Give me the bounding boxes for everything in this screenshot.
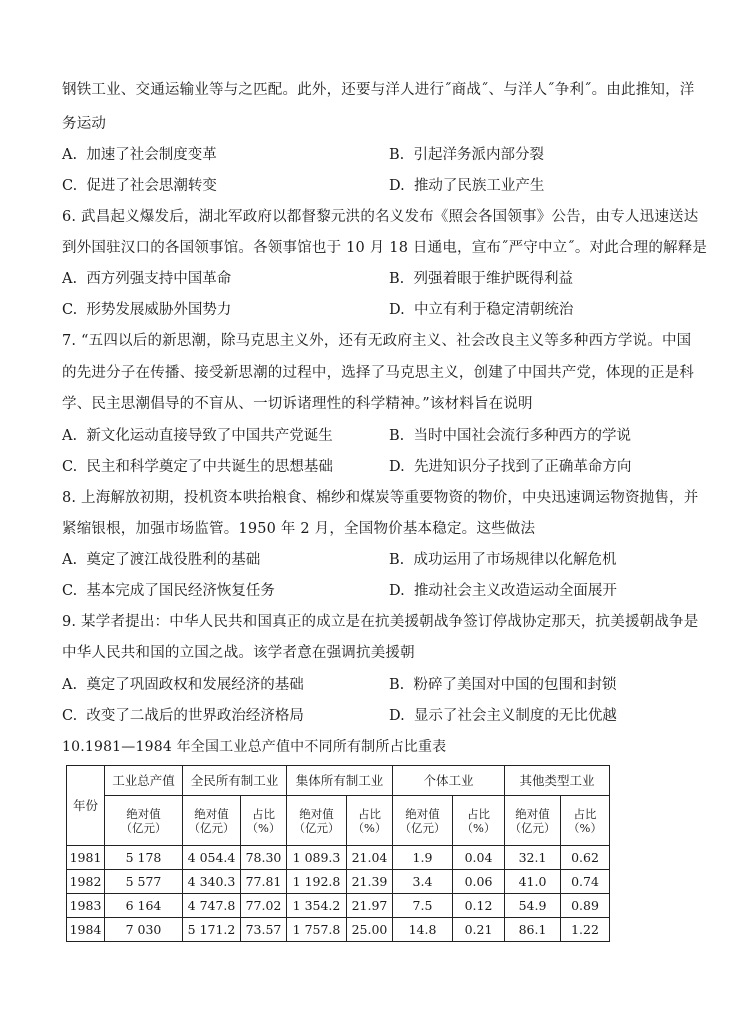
table-row [67, 870, 610, 894]
table-cell-ind-pct: 0.04 [453, 846, 505, 870]
q7-option-a[interactable]: A. 新文化运动直接导致了中国共产党诞生 [62, 428, 333, 444]
ownership-table [66, 765, 610, 942]
table-cell-oth-pct: 1.22 [561, 918, 610, 942]
table-cell-state-pct: 73.57 [241, 918, 287, 942]
q8-option-a[interactable]: A. 奠定了渡江战役胜利的基础 [62, 552, 261, 568]
table-cell-state-pct: 77.81 [241, 870, 287, 894]
table-cell-oth-abs: 41.0 [505, 870, 561, 894]
q10-title: 10.1981—1984 年全国工业总产值中不同所有制所占比重表 [62, 739, 447, 755]
q9-text-line1: 9. 某学者提出：中华人民共和国真正的成立是在抗美援朝战争签订停战协定那天，抗美援朝战争是 [62, 614, 699, 630]
table-cell-coll-pct: 25.00 [347, 918, 393, 942]
header-year: 年份 [67, 766, 105, 846]
q5-text-line2: 务运动 [62, 116, 107, 132]
table-cell-oth-pct: 0.89 [561, 894, 610, 918]
table-cell-oth-abs: 86.1 [505, 918, 561, 942]
q6-option-b[interactable]: B. 列强着眼于维护既得利益 [389, 271, 573, 287]
q6-text-line1: 6. 武昌起义爆发后，湖北军政府以都督黎元洪的名义发布《照会各国领事》公告，由专人迅速送达 [62, 209, 699, 225]
table-cell-coll-pct: 21.97 [347, 894, 393, 918]
table-cell-coll-abs: 1 354.2 [287, 894, 347, 918]
table-cell-coll-abs: 1 089.3 [287, 846, 347, 870]
q9-option-a[interactable]: A. 奠定了巩固政权和发展经济的基础 [62, 677, 304, 693]
header-collective: 集体所有制工业 [287, 766, 393, 796]
q7-text-line2: 的先进分子在传播、接受新思潮的过程中，选择了马克思主义，创建了中国共产党，体现的正是科 [62, 365, 695, 381]
q9-option-d[interactable]: D. 显示了社会主义制度的无比优越 [389, 708, 617, 724]
header-individual: 个体工业 [393, 766, 505, 796]
table-cell-state-pct: 77.02 [241, 894, 287, 918]
q8-option-b[interactable]: B. 成功运用了市场规律以化解危机 [389, 552, 617, 568]
table-cell-ind-pct: 0.21 [453, 918, 505, 942]
table-body [67, 846, 610, 942]
table-cell-coll-pct: 21.39 [347, 870, 393, 894]
q8-option-c[interactable]: C. 基本完成了国民经济恢复任务 [62, 583, 275, 599]
table-cell-ind-abs: 14.8 [393, 918, 453, 942]
header-total: 工业总产值 [105, 766, 183, 796]
table-cell-total: 5 577 [105, 870, 183, 894]
table-cell-ind-pct: 0.06 [453, 870, 505, 894]
table-cell-oth-pct: 0.74 [561, 870, 610, 894]
table-header-row-2 [67, 796, 610, 846]
table-row [67, 894, 610, 918]
table-cell-year: 1984 [67, 918, 105, 942]
q6-option-c[interactable]: C. 形势发展威胁外国势力 [62, 302, 232, 318]
table-cell-state-abs: 4 747.8 [183, 894, 241, 918]
table-cell-year: 1982 [67, 870, 105, 894]
table-cell-coll-abs: 1 192.8 [287, 870, 347, 894]
q6-option-a[interactable]: A. 西方列强支持中国革命 [62, 271, 232, 287]
subheader-abs: 绝对值 （亿元） [183, 796, 241, 846]
q5-option-d[interactable]: D. 推动了民族工业产生 [389, 178, 545, 194]
q8-option-d[interactable]: D. 推动社会主义改造运动全面展开 [389, 583, 617, 599]
q5-option-b[interactable]: B. 引起洋务派内部分裂 [389, 147, 544, 163]
table-cell-year: 1981 [67, 846, 105, 870]
table-header-row-1 [67, 766, 610, 796]
header-other: 其他类型工业 [505, 766, 610, 796]
table-cell-oth-abs: 32.1 [505, 846, 561, 870]
q7-option-d[interactable]: D. 先进知识分子找到了正确革命方向 [389, 459, 632, 475]
subheader-abs: 绝对值 （亿元） [505, 796, 561, 846]
subheader-abs: 绝对值 （亿元） [105, 796, 183, 846]
subheader-pct: 占比 （%） [561, 796, 610, 846]
table-row [67, 846, 610, 870]
table-cell-state-pct: 78.30 [241, 846, 287, 870]
q7-text-line1: 7. “五四以后的新思潮，除马克思主义外，还有无政府主义、社会改良主义等多种西方学说。中国 [62, 333, 692, 349]
header-state: 全民所有制工业 [183, 766, 287, 796]
table-cell-ind-abs: 7.5 [393, 894, 453, 918]
subheader-pct: 占比 （%） [453, 796, 505, 846]
q9-option-c[interactable]: C. 改变了二战后的世界政治经济格局 [62, 708, 304, 724]
table-cell-coll-abs: 1 757.8 [287, 918, 347, 942]
table-cell-ind-abs: 3.4 [393, 870, 453, 894]
table-cell-ind-abs: 1.9 [393, 846, 453, 870]
table-cell-state-abs: 4 054.4 [183, 846, 241, 870]
table-cell-state-abs: 5 171.2 [183, 918, 241, 942]
table-cell-coll-pct: 21.04 [347, 846, 393, 870]
table-cell-state-abs: 4 340.3 [183, 870, 241, 894]
q8-text-line2: 紧缩银根，加强市场监管。1950 年 2 月，全国物价基本稳定。这些做法 [62, 521, 536, 537]
q7-text-line3: 学、民主思潮倡导的不盲从、一切诉诸理性的科学精神。”该材料旨在说明 [62, 396, 533, 412]
q5-option-a[interactable]: A. 加速了社会制度变革 [62, 147, 217, 163]
table-row [67, 918, 610, 942]
q6-text-line2: 到外国驻汉口的各国领事馆。各领事馆也于 10 月 18 日通电，宣布˝严守中立˝。对此合理的解释是 [62, 240, 708, 256]
subheader-pct: 占比 （%） [347, 796, 393, 846]
subheader-pct: 占比 （%） [241, 796, 287, 846]
table-cell-year: 1983 [67, 894, 105, 918]
table-cell-total: 5 178 [105, 846, 183, 870]
table-cell-oth-pct: 0.62 [561, 846, 610, 870]
q8-text-line1: 8. 上海解放初期，投机资本哄抬粮食、棉纱和煤炭等重要物资的物价，中央迅速调运物资抛售，并 [62, 490, 699, 506]
table-cell-total: 6 164 [105, 894, 183, 918]
q5-text-line1: 钢铁工业、交通运输业等与之匹配。此外，还要与洋人进行˝商战˝、与洋人˝争利˝。由此推知，洋 [62, 82, 695, 98]
q6-option-d[interactable]: D. 中立有利于稳定清朝统治 [389, 302, 574, 318]
table-cell-oth-abs: 54.9 [505, 894, 561, 918]
q9-option-b[interactable]: B. 粉碎了美国对中国的包围和封锁 [389, 677, 617, 693]
q9-text-line2: 中华人民共和国的立国之战。该学者意在强调抗美援朝 [62, 645, 415, 661]
q7-option-b[interactable]: B. 当时中国社会流行多种西方的学说 [389, 428, 631, 444]
subheader-abs: 绝对值 （亿元） [393, 796, 453, 846]
q7-option-c[interactable]: C. 民主和科学奠定了中共诞生的思想基础 [62, 459, 333, 475]
table-cell-ind-pct: 0.12 [453, 894, 505, 918]
table-cell-total: 7 030 [105, 918, 183, 942]
subheader-abs: 绝对值 （亿元） [287, 796, 347, 846]
q5-option-c[interactable]: C. 促进了社会思潮转变 [62, 178, 217, 194]
